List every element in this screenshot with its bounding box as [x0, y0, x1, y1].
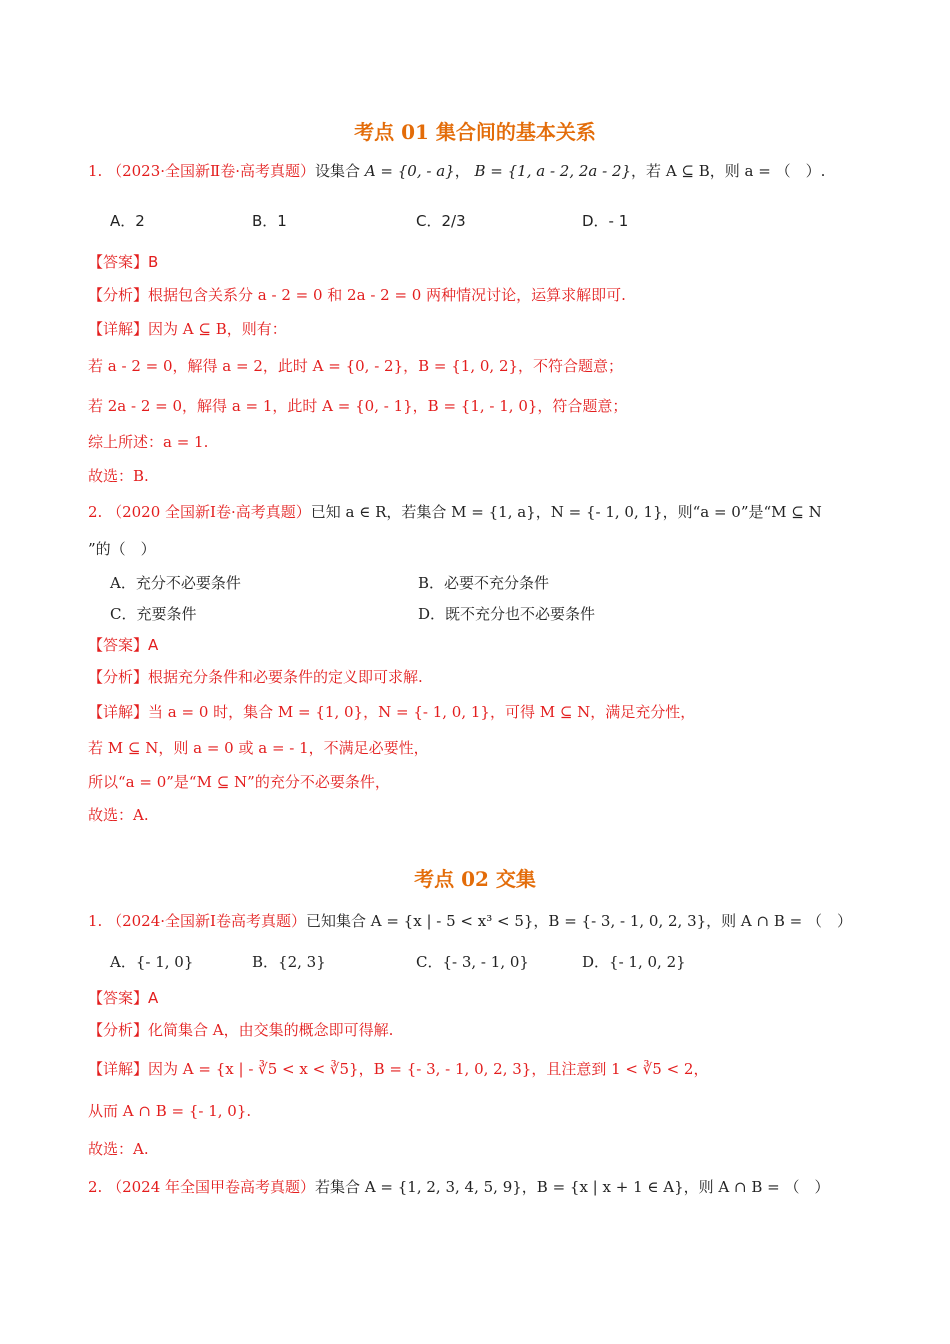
detail-1: [88, 701, 695, 723]
question-2-stem: [88, 501, 822, 523]
answer: 【答案】B: [88, 253, 159, 271]
analysis-tag: 【分析】: [88, 668, 149, 686]
question-source: （2020 全国新Ⅰ卷·高考真题）: [107, 503, 311, 521]
detail-text: 因为 A = {x | - ∛5 < x < ∛5}，B = {- 3, - 1, 0, 2, 3}，且注意到 1 < ∛5 < 2，: [148, 1060, 709, 1078]
question-number: 1.: [88, 162, 103, 180]
detail-2: 若 a - 2 = 0，解得 a = 2，此时 A = {0, - 2}，B = {1, 0, 2}，不符合题意；: [88, 357, 624, 375]
question-text: 已知集合 A = {x | - 5 < x³ < 5}，B = {- 3, - 1, 0, 2, 3}，则 A ∩ B = （ ）: [305, 912, 852, 930]
question-source: （2024 年全国甲卷高考真题）: [107, 1178, 316, 1196]
detail-text: 因为 A ⊆ B，则有：: [148, 320, 287, 338]
analysis: [88, 1019, 393, 1041]
question-text: 若集合 A = {1, 2, 3, 4, 5, 9}，B = {x | x + 1 ∈ A}，则 A ∩ B = （ ）: [315, 1178, 830, 1196]
analysis-text: 化简集合 A，由交集的概念即可得解.: [148, 1021, 394, 1039]
set-b: B = {1, a - 2, 2a - 2}: [474, 162, 632, 180]
detail-4: 综上所述：a = 1.: [88, 433, 209, 451]
choice: 故选：B.: [88, 467, 149, 485]
answer: 【答案】A: [88, 989, 159, 1007]
analysis: [88, 666, 423, 688]
option-d: D．- 1: [582, 212, 629, 230]
question-2-stem-cont: ”的（ ）: [88, 540, 156, 558]
detail-tag: 【详解】: [88, 320, 149, 338]
question-number: 1.: [88, 912, 103, 930]
analysis-tag: 【分析】: [88, 286, 149, 304]
detail-text: 当 a = 0 时，集合 M = {1, 0}，N = {- 1, 0, 1}，可得 M ⊆ N，满足充分性，: [148, 703, 696, 721]
analysis-text: 根据充分条件和必要条件的定义即可求解.: [148, 668, 423, 686]
detail-2: 从而 A ∩ B = {- 1, 0}.: [88, 1102, 252, 1120]
option-a: A．{- 1, 0}: [110, 953, 194, 971]
choice: 故选：A.: [88, 806, 149, 824]
question-text: 设集合: [315, 162, 361, 180]
detail-1: [88, 318, 287, 340]
analysis: [88, 284, 626, 306]
section-title-2: 考点 02 交集: [414, 867, 536, 891]
option-b: B．必要不充分条件: [418, 574, 550, 592]
option-b: B．1: [252, 212, 287, 230]
option-d: D．{- 1, 0, 2}: [582, 953, 686, 971]
detail-2: 若 M ⊆ N，则 a = 0 或 a = - 1，不满足必要性，: [88, 739, 429, 757]
question-2-stem: [88, 1176, 829, 1198]
analysis-text: 根据包含关系分 a - 2 = 0 和 2a - 2 = 0 两种情况讨论，运算求解即可.: [148, 286, 626, 304]
detail-tag: 【详解】: [88, 1060, 149, 1078]
option-a: A．2: [110, 212, 145, 230]
detail-1: [88, 1058, 708, 1080]
question-1-stem: [88, 910, 852, 932]
detail-tag: 【详解】: [88, 703, 149, 721]
detail-3: 若 2a - 2 = 0，解得 a = 1，此时 A = {0, - 1}，B = {1, - 1, 0}，符合题意；: [88, 397, 628, 415]
question-source: （2024·全国新Ⅰ卷高考真题）: [107, 912, 306, 930]
option-b: B．{2, 3}: [252, 953, 326, 971]
option-a: A．充分不必要条件: [110, 574, 241, 592]
option-d: D．既不充分也不必要条件: [418, 605, 596, 623]
analysis-tag: 【分析】: [88, 1021, 149, 1039]
choice: 故选：A.: [88, 1140, 149, 1158]
section-title-1: 考点 01 集合间的基本关系: [354, 120, 596, 144]
detail-3: 所以“a = 0”是“M ⊆ N”的充分不必要条件，: [88, 773, 390, 791]
question-text: 已知 a ∈ R，若集合 M = {1, a}，N = {- 1, 0, 1}，则“a = 0”是“M ⊆ N: [310, 503, 822, 521]
question-source: （2023·全国新Ⅱ卷·高考真题）: [107, 162, 316, 180]
question-1-stem: 1. （2023·全国新Ⅱ卷·高考真题）设集合 A = {0, - a}， B = {1, a - 2, 2a - 2}，若 A ⊆ B，则 a = （ ）.: [88, 162, 826, 180]
set-a: A = {0, - a}: [364, 162, 455, 180]
answer: 【答案】A: [88, 636, 159, 654]
question-number: 2.: [88, 1178, 103, 1196]
option-c: C．2/3: [416, 212, 466, 230]
question-condition: ，若 A ⊆ B，则 a = （ ）.: [631, 162, 826, 180]
option-c: C．充要条件: [110, 605, 197, 623]
question-number: 2.: [88, 503, 103, 521]
option-c: C．{- 3, - 1, 0}: [416, 953, 529, 971]
